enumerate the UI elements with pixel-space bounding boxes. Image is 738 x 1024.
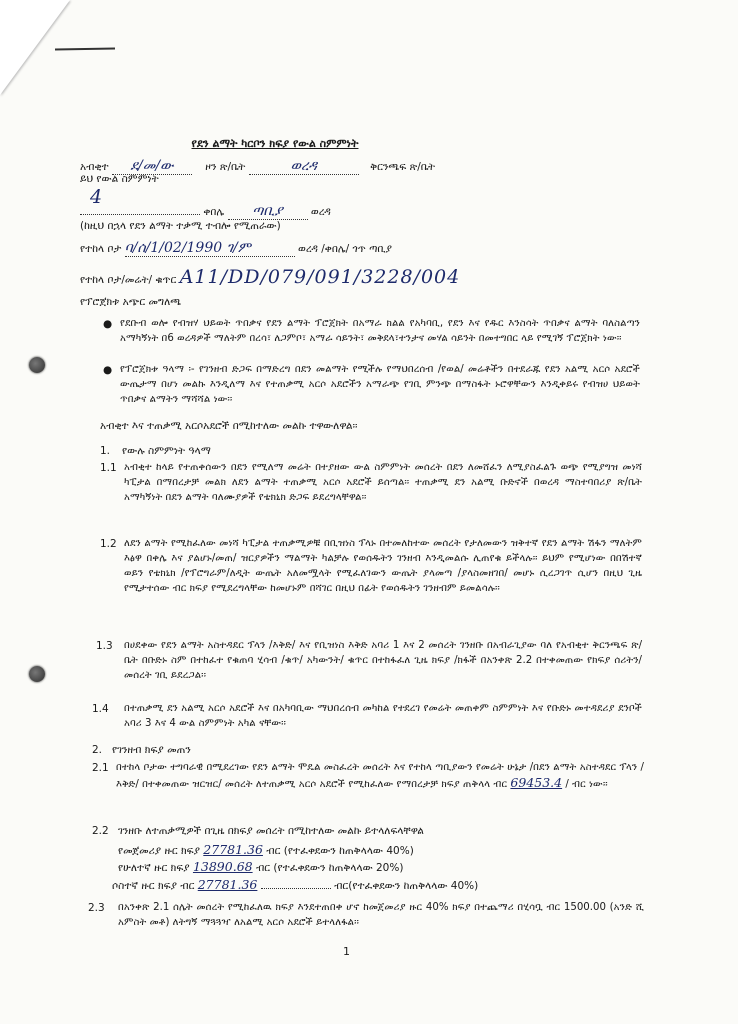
payment-row [118,859,403,875]
handwritten-value: 4 [90,186,104,208]
item-number: 2.2 [92,825,109,837]
header-row-4 [80,203,331,220]
header-row-2: ይህ የውል ስምምነት [80,173,159,185]
bullet-item: የደቡብ ወሎ የብዝሃ ህይወት ጥበቃና የደን ልማት ፕሮጀክት በአማራ ክልል የአካባቢ, የደን እና የዱር እንስሳት ጥበቃና ልማት ባለስልጣን አማካኝነት በ6 ወረዳዎች ማለትም በረሳ፣ ለጋምቦ፣ አማራ ሳይንት፣ መቅደላ፣ተንታና መሃል ሳይንት በመተግበር ላይ የሚገኝ ፕሮጀክት ነው፡፡ [120,318,640,344]
list-item: በአንቀጽ 2.1 ሰሌት መሰረት የሚከፈለዉ ክፍያ እንደተጠበቀ ሆኖ ከመጀመሪያ ዙር 40% ክፍያ በተጨማሪ በሂሳቧ ብር 1500.00 (አንድ ሺ አምስት መቶ) ለትግኝ ማጓጓዣ ለአልሚ አርሶ አደሮች ይተላለፋል፡፡ [118,902,644,928]
field-label: የተከላ ቦታ/መሬት/ ቁጥር [80,274,177,286]
payment-suffix: ብር (የተፈቀደውን ከጠቅላላው 40%) [266,845,414,857]
list-item: በተጠቃሚ ደን አልሚ አርሶ አደሮች እና በአካባቢው ማህበረሰብ መካከል የተደረገ የመሬት መጠቀም ስምምነት እና የቡድኑ መተዳደሪያ ደንቦች አባሪ 3 እና 4 ውል ስምምነት አካል ናቸው፡፡ [124,703,642,729]
bullet-item: የፕሮጀክቱ ዓላማ ፡- የገንዘብ ድጋፍ በማድረግ በደን መልማት የሚችሉ የማህበረሰብ /የወል/ መሬቶችን በተደራጁ የደን አልሚ አርሶ አደሮች ውጤታማ በሆነ መልኩ እንዲለማ እና የተጠቃሚ አርሶ አደሮችን አማራጭ የገቢ ምንጭ በማስፋት ኑሮዋቸውን እንዲቀይሩ የብዝሀ ህይወት ጥበቃና ልማትን ማሻሻል ነው፡፡ [120,364,640,405]
payment-suffix: ብር(የተፈቀደውን ከጠቅላላው 40%) [334,880,479,892]
section-number: 2. [92,744,103,756]
handwritten-amount: 13890.68 [192,859,253,874]
punch-hole-icon [29,357,45,373]
list-item: በሀደቀው የደን ልማት አስተዳደር ፕላን /እቅድ/ እና የቢዝነስ እቅድ አባሪ 1 እና 2 መሰረት ገንዘቡ በአብራጊያው ባለ የአብቂተ ቅርንጫፍ ጽ/ቤት በቡድኑ ስም በተከፈተ የቁጠባ ሂሳብ /ቁጥ/ አካውንት/ ቁጥር በተከፋፈለ ጊዜ ክፍያ /ክፋች በአንቀጽ 2.2 በተቀመጠው የክፍያ ሰሪትን/ መሰረት ገቢ ይደረጋል፡፡ [124,640,642,681]
item-number: 1.4 [92,703,109,715]
payment-suffix: ብር (የተፈቀደውን ከጠቅላላው 20%) [255,862,404,874]
field-label: አብቂተ [80,161,109,173]
punch-hole-icon [29,666,45,682]
item-number: 1.1 [100,462,117,474]
field-label: የተከላ ቦታ [80,243,122,255]
bullet-icon: ● [103,364,113,376]
list-item: አብቂተ ከላይ የተጠቀሰውን በደን የሚለማ መሬት በተያዘው ውል ስምምነት መሰረት በደን ለመሸፈን ለሚያስፈልጉ ወጭ የሚያግዝ መነሻ ካፒታል በማበረታቻ መልክ ለደን ልማት ተጠቃሚ አርሶ አደሮች ይሰጣል፡፡ ተጠቃሚ ደን አልሚ ቡድኖች በወረዳ ማስተባበሪያ ጽ/ቤት አማካኝነት በደን ልማት ባለሙያዎች የቴክኒክ ድጋፍ ይደረግላቸዋል፡፡ [124,462,642,503]
handwritten-value: ወረዳ [290,158,317,174]
handwritten-value: A11/DD/079/091/3228/004 [179,266,461,288]
intro-text: አብቂተ እና ተጠቃሚ አርሶአደሮች በሚከተለው መልኩ ተዋውለዋል፡፡ [100,420,358,432]
item-number: 1.3 [96,640,113,652]
handwritten-value: ባ/ሰ/1/02/1990 ገ/ም [124,240,251,256]
list-item [116,760,644,792]
pen-mark [55,47,115,50]
field-label: ወረዳ [310,206,331,218]
handwritten-value: ደ/መ/ው [130,158,174,174]
payment-row [118,842,414,858]
list-item: ለደን ልማት የሚከፈለው መነሻ ካፒታል ተጠቃሚዎቹ በቢዝነስ ፕላኑ በተመለከተው መሰረት የታለመውን ዝቅተኛ የደን ልማት ሽፋን ማለትም እፅዋ በቀሌ እና ያልሆኑ/መጠ/ ዝርያዎችን ማልማት ካልቻሉ የወሰዱትን ገንዘብ እንዲመልሱ ሊጠየቁ ይችላሉ፡፡ ይህም የሚሆነው በበሽተኛ ወይን የቴክኒክ /የፕሮግራም/ለዲት ውጤት አለመሟላት የሚፈለገውን ውጤት ያላመጣ /ያላስመዘገበ/ መሆኑ ሲረጋገጥ ሲሆን በዚህ ጊዜ የሚታተሰው ብር ክፍያ የሚደረግላቸው ከመሆኑም በሻገር በዚህ በፊት የወሰዱትን ገንዘብም ይመልሳሉ፡፡ [124,538,642,594]
header-row-6 [80,240,392,257]
item-text: / ብር ነው፡፡ [565,779,608,790]
bullet-icon: ● [103,318,113,330]
payment-row [112,877,478,893]
section-heading: የገንዘብ ክፍያ መጠን [112,744,191,756]
item-text: በተከላ ቦታው ተግባራዊ በሚደረገው የደን ልማት ሞዴል መስፈረት መሰረት እና የተከላ ጣቢያውን የመሬት ሁኔታ /በደን ልማት አስተዳደር ፕላን /እቅድ/ በተቀመጠው ዝርዝር/ መሰረት ለተጠቃሚ አርሶ አደሮች የሚከፈለው የማበረታቻ ክፍያ ጠቅላላ ብር [116,762,644,790]
header-row-5: (ከዚህ በኋላ የደን ልማት ተቃሚ ተብሎ የሚጠራው) [80,220,281,232]
item-number: 2.1 [92,762,109,774]
handwritten-amount: 27781.36 [203,842,263,857]
field-label: ቀበሌ [203,206,225,218]
item-number: 1.2 [100,538,117,550]
payment-label: የሁለተኛ ዙር ክፍያ [118,862,190,874]
header-row-7 [80,266,460,288]
document-title: የደን ልማት ካርቦን ክፍያ የውል ስምምነት [191,137,359,150]
item-text: ገንዘቡ ለተጠቃሚዎች በጊዜ በክፍያ መሰረት በሚከተለው መልኩ ይተላለፍላቸዋል [118,825,424,837]
handwritten-amount: 69453.4 [510,775,563,790]
header-row-8: የፕሮጀክቱ አጭር መግለጫ [80,296,182,308]
section-heading: የውሉ ስምምነት ዓላማ [122,445,211,457]
handwritten-value: ጣቢያ [252,203,283,219]
field-label: ወረዳ /ቀበሌ/ ጎጥ ጣቢያ [298,243,392,255]
page-number: 1 [343,945,350,958]
section-number: 1. [100,445,111,457]
payment-label: የመጀመሪያ ዙር ክፍያ [118,845,200,857]
item-number: 2.3 [88,902,105,914]
field-label: ቅርንጫፍ ጽ/ቤት [370,161,436,173]
handwritten-amount: 27781.36 [197,877,258,892]
payment-label: ሶስተኛ ዙር ክፍያ ብር [112,880,195,892]
field-label: ዞን ጽ/ቤት [205,161,246,173]
